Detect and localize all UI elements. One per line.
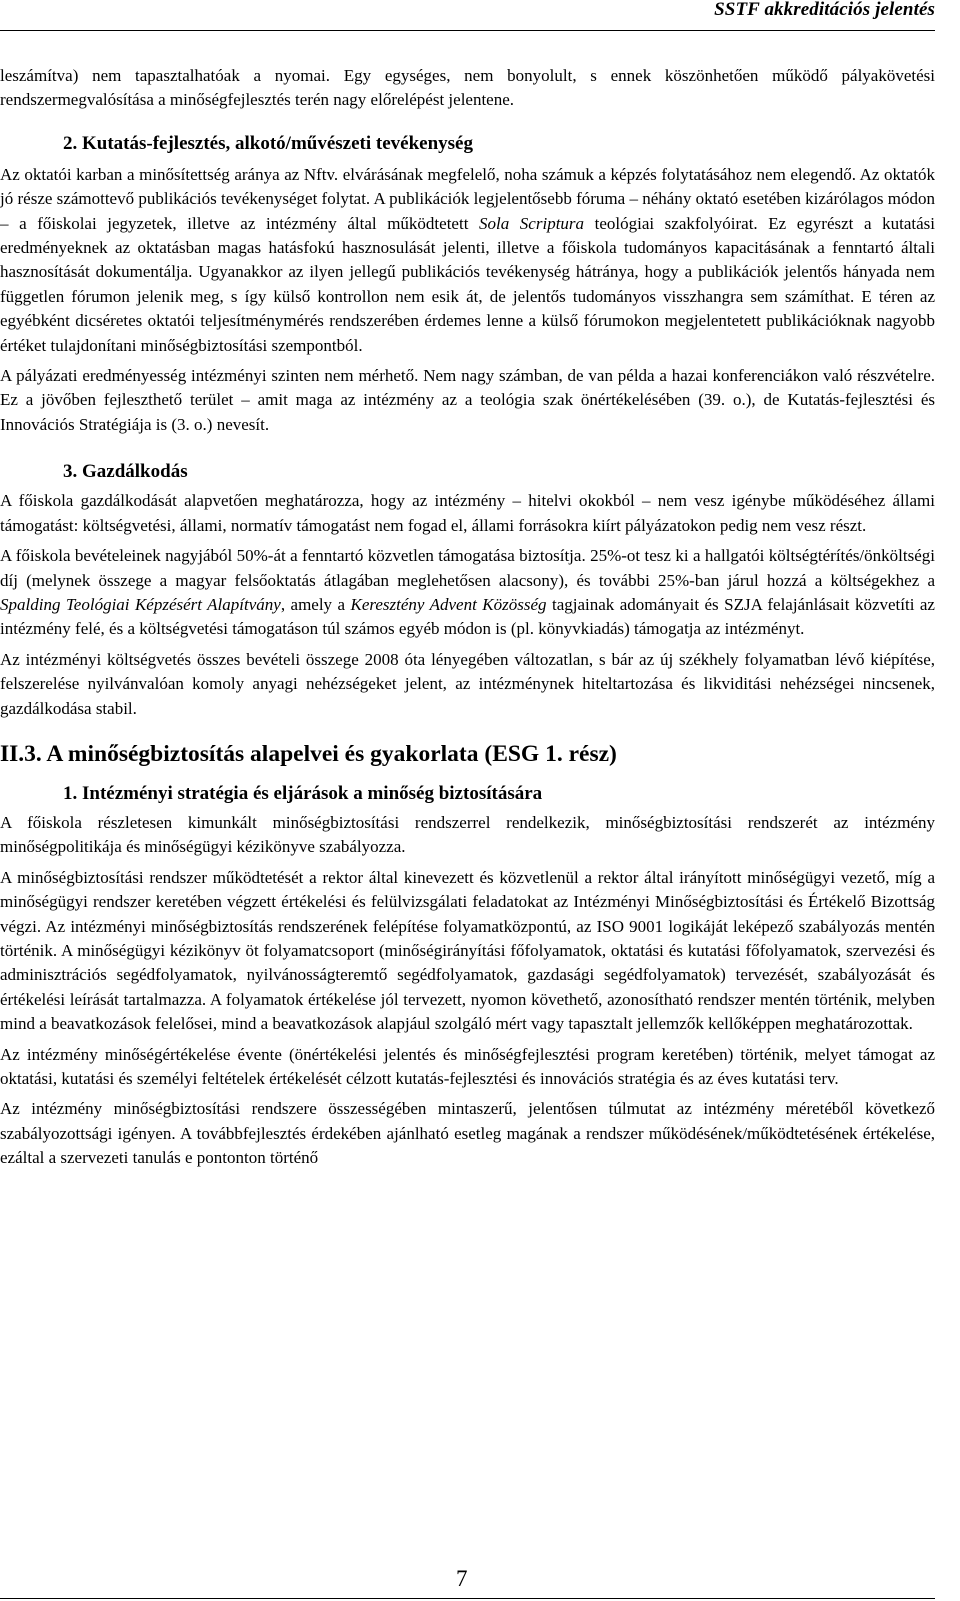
- paragraph-kutatas-2: A pályázati eredményesség intézményi szinten nem mérhető. Nem nagy számban, de van példa a hazai konferenciákon való részvételre. Ez a jövőben fejleszthető terület – amit maga az intézmény az a teológia szak önértékelésében (39. o.), de Kutatás-fejlesztési és Innovációs Stratégiája is (3. o.) nevesít.: [0, 366, 935, 434]
- paragraph-gazd-2: A főiskola bevételeinek nagyjából 50%-át a fenntartó közvetlen támogatása biztosítja. 25%-ot tesz ki a hallgatói költségtérítés/önköltségi díj (melynek összege a magyar felsőoktatás átlagában meglehetősen alacsony), és további 25%-ban járul hozzá a költségekhez a Spalding Teológiai Képzésért Alapítvány, amely a Keresztény Advent Közösség tagjainak adományait és SZJA felajánlásait közvetíti az intézmény felé, és a költségvetési támogatáson túl számos egyéb módon is (pl. könyvkiadás) támogatja az intézményt.: [0, 546, 935, 639]
- paragraph-strat-4: Az intézmény minőségbiztosítási rendszere összességében mintaszerű, jelentősen túlmutat az intézmény méretéből következő szabályozottsági igényen. A továbbfejlesztés érdekében ajánlható esetleg magának a rendszer működésének/működtetésének értékelése, ezáltal a szervezeti tanulás e pontonton történő: [0, 1099, 935, 1168]
- paragraph-gazd-1: A főiskola gazdálkodását alapvetően meghatározza, hogy az intézmény – hitelvi okokból – nem vesz igénybe működéséhez állami támogatást: költségvetési, állami, normatív támogatást nem fogad el, állami forrásokra kiírt pályázatokon pedig nem vesz részt.: [0, 491, 935, 535]
- paragraph-gazd-3: Az intézményi költségvetés összes bevételi összege 2008 óta lényegében változatlan, s bár az új székhely folyamatban lévő kiépítése, felszerelése nyilvánvalóan komoly anyagi nehézségeket jelent, az intézménynek hiteltartozása és likviditási nehézségei nincsenek, gazdálkodása stabil.: [0, 649, 935, 718]
- heading-gazdalkodas: 3. Gazdálkodás: [63, 461, 188, 483]
- footer-divider: [0, 1598, 935, 1599]
- heading-kutatas: 2. Kutatás-fejlesztés, alkotó/művészeti tevékenység: [63, 132, 473, 154]
- paragraph-strat-3: Az intézmény minőségértékelése évente (önértékelési jelentés és minőségfejlesztési program keretében) történik, melyet támogat az oktatási, kutatási és személyi feltételek értékelését célzott kutatás-fejlesztési és innovációs stratégia és az éves kutatási terv.: [0, 1044, 935, 1088]
- header-title: SSTF akkreditációs jelentés: [714, 0, 935, 20]
- page-number: 7: [456, 1566, 468, 1591]
- page-header: [0, 0, 935, 31]
- document-body: [0, 64, 935, 1171]
- paragraph-strat-2: A minőségbiztosítási rendszer működtetését a rektor által kinevezett és közvetlenül a rektor által irányított minőségügyi vezető, míg a minőségügyi rendszer keretében végzett értékelési és felülvizsgálati feladatokat az Intézményi Minőségbiztosítási és Értékelő Bizottság végzi. Az intézményi minőségbiztosítás rendszerének felépítése folyamatközpontú, az ISO 9001 logikáját leképező szabályozás mentén történik. A minőségügyi kézikönyv öt folyamatcsoport (minőségirányítási főfolyamatok, oktatási és kutatási főfolyamatok, szervezési és adminisztrációs segédfolyamatok, nyilvánosságteremtő segédfolyamatok, gazdasági segédfolyamatok) tervezését, szabályozását és értékelési leírását tartalmazza. A folyamatok értékelése jól tervezett, nyomon követhető, azonosítható rendszer mentén történik, melyben mind a beavatkozások felelősei, mind a beavatkozások alapjául szolgáló mért vagy tapasztalt jellemzők kellőképpen meghatározottak.: [0, 867, 935, 1034]
- paragraph-strat-1: A főiskola részletesen kimunkált minőségbiztosítási rendszerrel rendelkezik, minőségbiztosítási rendszerét az intézmény minőségpolitikája és minőségügyi kézikönyve szabályozza.: [0, 812, 935, 857]
- paragraph-intro: leszámítva) nem tapasztalhatóak a nyomai. Egy egységes, nem bonyolult, s ennek köszönhetően működő pályakövetési rendszermegvalósítása a minőségfejlesztés terén nagy előrelépést jelentene.: [0, 66, 935, 110]
- paragraph-kutatas-1: Az oktatói karban a minősítettség aránya az Nftv. elvárásának megfelelő, noha számuk a képzés folytatásához nem elegendő. Az oktatók jó része számottevő publikációs tevékenységet folytat. A publikációk legjelentősebb fóruma – néhány oktató esetében kizárólagos módon – a főiskolai jegyzetek, illetve az intézmény által működtetett Sola Scriptura teológiai szakfolyóirat. Ez egyrészt a kutatási eredményeknek az oktatásban magas hatásfokú hasznosulását jelenti, illetve a főiskola tudományos kapacitásának a fenntartó általi hasznosítását dokumentálja. Ugyanakkor az ilyen jellegű publikációs tevékenység hátránya, hogy a publikációk jelentős hányada nem független fórumon jelenik meg, s így külső kontrollon nem esik át, de jelentős tudományos visszhangra sem számíthat. E téren az egyébként dicséretes oktatói teljesítménymérés rendszerében érdemes lenne a külső fórumokon megjelentetett publikációknak nagyobb értéket tulajdonítani minőségbiztosítási szempontból.: [0, 164, 935, 355]
- heading-ii3: II.3. A minőségbiztosítás alapelvei és gyakorlata (ESG 1. rész): [0, 740, 617, 767]
- heading-strategia: 1. Intézményi stratégia és eljárások a minőség biztosítására: [63, 782, 543, 804]
